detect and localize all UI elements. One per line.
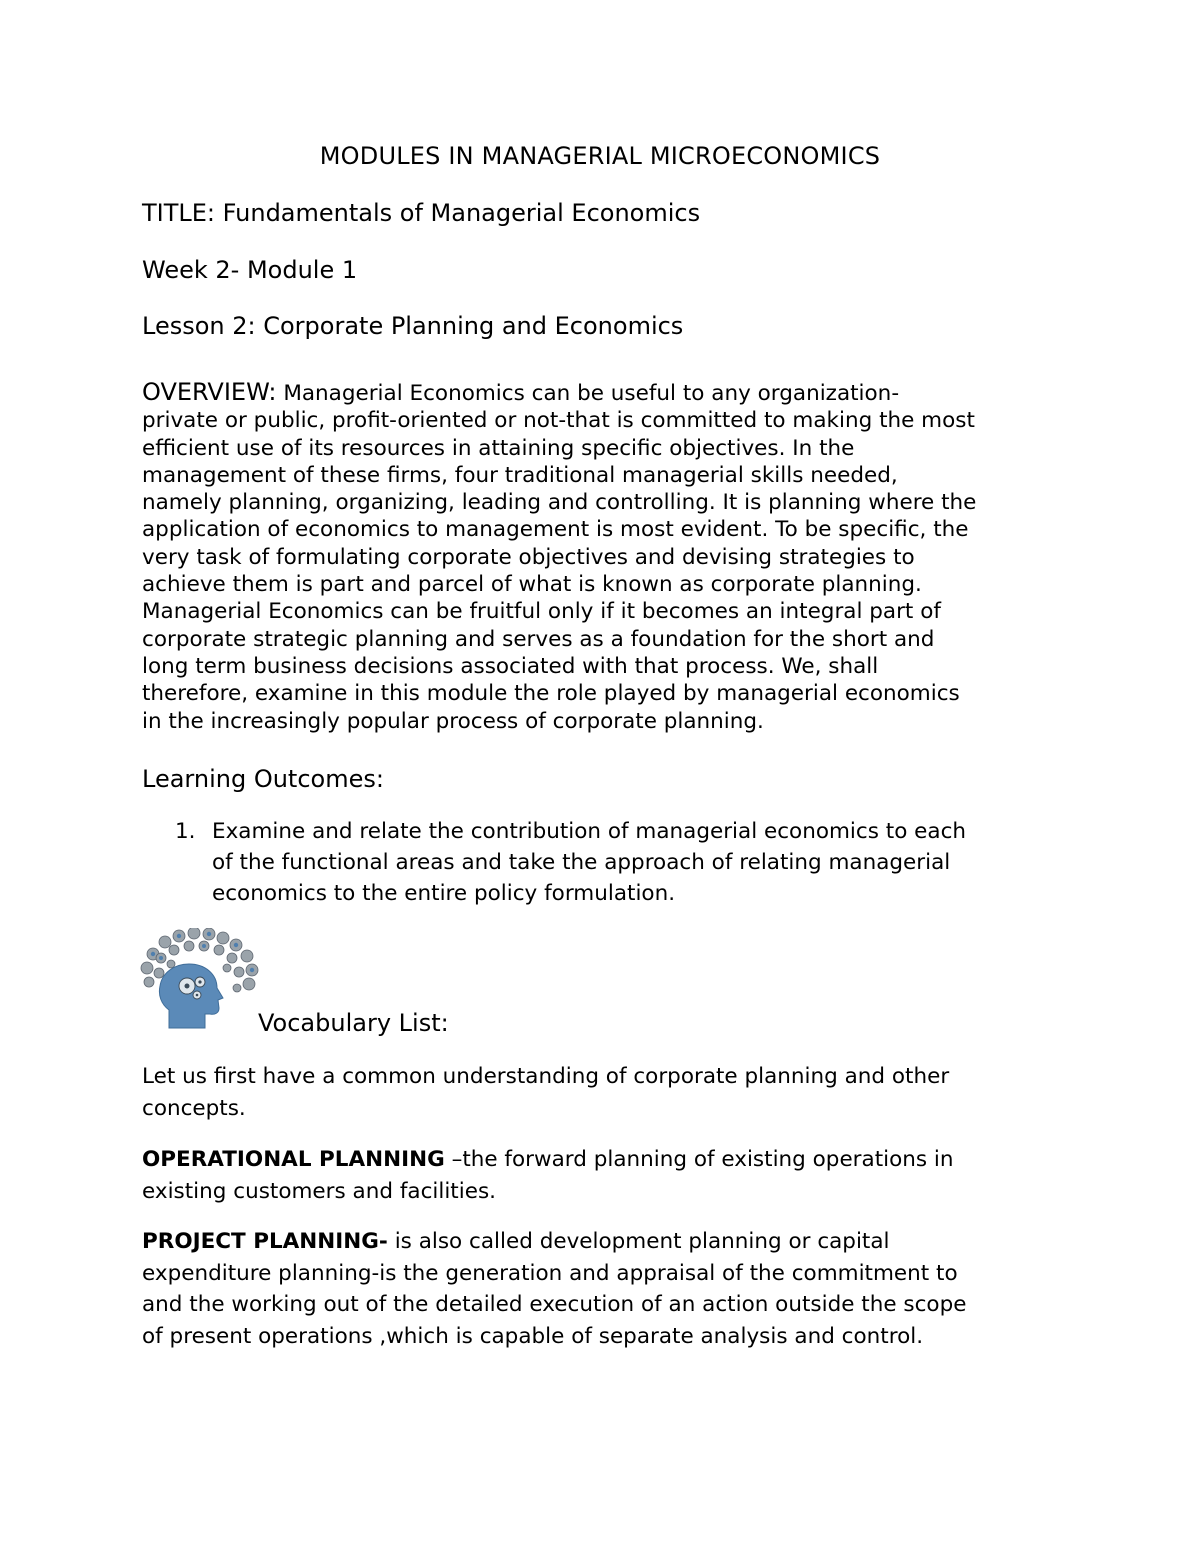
definition-line: and the working out of the detailed execution of an action outside the scope: [142, 1292, 967, 1317]
definition-line: existing customers and facilities.: [142, 1178, 496, 1204]
overview-line: long term business decisions associated with that process. We, shall: [142, 653, 879, 679]
definition-term: PROJECT PLANNING-: [142, 1229, 388, 1254]
overview-line: achieve them is part and parcel of what is known as corporate planning.: [142, 572, 922, 598]
definition-term: OPERATIONAL PLANNING: [142, 1147, 445, 1172]
lesson-line: Lesson 2: Corporate Planning and Economics: [142, 312, 684, 340]
outcome-line: of the functional areas and take the approach of relating managerial: [212, 850, 951, 875]
overview-first-line-text: Managerial Economics can be useful to any organization-: [276, 381, 900, 406]
definition-line: expenditure planning-is the generation and appraisal of the commitment to: [142, 1260, 958, 1286]
learning-outcome-text: [212, 816, 966, 909]
overview-label: OVERVIEW:: [142, 378, 277, 406]
module-title-line: TITLE: Fundamentals of Managerial Economics: [142, 199, 701, 227]
definition-line: of present operations ,which is capable of separate analysis and control.: [142, 1323, 924, 1349]
overview-line: management of these firms, four traditional managerial skills needed,: [142, 462, 898, 488]
outcome-line: economics to the entire policy formulation.: [212, 881, 676, 906]
overview-line: corporate strategic planning and serves as a foundation for the short and: [142, 626, 935, 652]
intro-line: Let us first have a common understanding of corporate planning and other: [142, 1064, 950, 1089]
definition-text: is also called development planning or capital: [387, 1229, 890, 1254]
week-line: Week 2- Module 1: [142, 256, 358, 284]
overview-line: therefore, examine in this module the role played by managerial economics: [142, 681, 960, 707]
page-title: MODULES IN MANAGERIAL MICROECONOMICS: [319, 142, 881, 170]
overview-line: private or public, profit-oriented or not-that is committed to making the most: [142, 408, 975, 434]
head-with-gears-icon: [139, 928, 261, 1032]
overview-line: namely planning, organizing, leading and controlling. It is planning where the: [142, 490, 977, 516]
overview-line: very task of formulating corporate objectives and devising strategies to: [142, 544, 915, 570]
learning-outcomes-heading: Learning Outcomes:: [142, 765, 384, 793]
definition-text: –the forward planning of existing operations in: [444, 1147, 954, 1172]
definition-first-line: [142, 1226, 1072, 1258]
list-number: 1.: [175, 819, 196, 844]
vocabulary-heading: Vocabulary List:: [258, 1009, 449, 1037]
intro-line: concepts.: [142, 1095, 246, 1121]
overview-line: in the increasingly popular process of corporate planning.: [142, 708, 764, 734]
overview-first-line: [142, 379, 1072, 407]
vocabulary-intro: [142, 1061, 1072, 1124]
project-planning-definition: [142, 1226, 1072, 1352]
overview-line: Managerial Economics can be fruitful only if it becomes an integral part of: [142, 599, 941, 625]
outcome-line: Examine and relate the contribution of managerial economics to each: [212, 819, 967, 844]
operational-planning-definition: [142, 1144, 1072, 1207]
overview-line: efficient use of its resources in attaining specific objectives. In the: [142, 435, 855, 461]
overview-paragraph: [142, 379, 1072, 735]
definition-first-line: [142, 1144, 1072, 1176]
overview-line: application of economics to management is most evident. To be specific, the: [142, 517, 969, 543]
